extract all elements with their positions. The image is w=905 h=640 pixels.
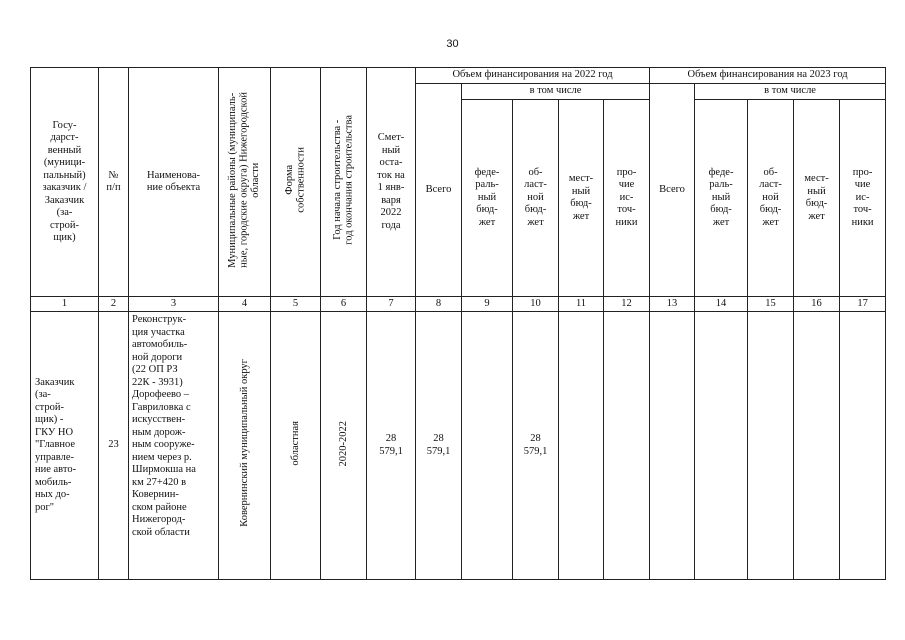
header-federal-2023: феде- раль- ный бюд- жет xyxy=(695,100,748,297)
column-number: 14 xyxy=(695,297,748,312)
financing-table xyxy=(30,67,886,580)
row-years: 2020-2022 xyxy=(337,420,349,466)
header-ownership: Форма собственности xyxy=(284,146,307,213)
column-number: 1 xyxy=(31,297,99,312)
row-ownership-cell xyxy=(271,312,321,580)
header-total-2023: Всего xyxy=(650,84,695,297)
row-customer: Заказчик (за- строй- щик) - ГКУ НО "Главное управле- ние авто- мобиль- ных до- рог" xyxy=(31,312,99,580)
header-other-2023: про- чие ис- точ- ники xyxy=(840,100,886,297)
column-number: 10 xyxy=(513,297,559,312)
column-number: 17 xyxy=(840,297,886,312)
header-local-2023: мест- ный бюд- жет xyxy=(794,100,840,297)
column-number: 16 xyxy=(794,297,840,312)
header-funding-2022: Объем финансирования на 2022 год xyxy=(416,68,650,84)
header-municipality: Муниципальные районы (муниципаль- ные, городские округа) Нижегородской области xyxy=(227,91,262,268)
header-years-cell xyxy=(321,68,367,297)
column-number: 6 xyxy=(321,297,367,312)
column-number: 13 xyxy=(650,297,695,312)
header-total-2022: Всего xyxy=(416,84,462,297)
row-local-2022 xyxy=(559,312,604,580)
row-federal-2023 xyxy=(695,312,748,580)
row-years-cell xyxy=(321,312,367,580)
column-number: 9 xyxy=(462,297,513,312)
column-number: 5 xyxy=(271,297,321,312)
row-local-2023 xyxy=(794,312,840,580)
row-regional-2023 xyxy=(748,312,794,580)
row-number: 23 xyxy=(99,312,129,580)
column-number: 11 xyxy=(559,297,604,312)
column-number: 2 xyxy=(99,297,129,312)
row-regional-2022: 28 579,1 xyxy=(513,312,559,580)
header-estimate: Смет- ный оста- ток на 1 янв- варя 2022 года xyxy=(367,68,416,297)
header-other-2022: про- чие ис- точ- ники xyxy=(604,100,650,297)
header-including-2023: в том числе xyxy=(695,84,886,100)
row-ownership: областная xyxy=(289,420,301,466)
column-number: 12 xyxy=(604,297,650,312)
table-row xyxy=(31,312,886,580)
header-funding-2023: Объем финансирования на 2023 год xyxy=(650,68,886,84)
column-numbers-row xyxy=(31,297,886,312)
header-municipality-cell xyxy=(219,68,271,297)
header-regional-2023: об- ласт- ной бюд- жет xyxy=(748,100,794,297)
row-municipality: Ковернинский муниципальный округ xyxy=(238,359,250,528)
column-number: 4 xyxy=(219,297,271,312)
header-years: Год начала строительства - год окончания строительства xyxy=(332,114,355,245)
header-including-2022: в том числе xyxy=(462,84,650,100)
row-other-2023 xyxy=(840,312,886,580)
header-federal-2022: феде- раль- ный бюд- жет xyxy=(462,100,513,297)
page-number: 30 xyxy=(446,38,459,50)
column-number: 8 xyxy=(416,297,462,312)
row-other-2022 xyxy=(604,312,650,580)
row-federal-2022 xyxy=(462,312,513,580)
header-ownership-cell xyxy=(271,68,321,297)
row-total-2023 xyxy=(650,312,695,580)
header-number: № п/п xyxy=(99,68,129,297)
row-object-name: Реконструк- ция участка автомобиль- ной дороги (22 ОП РЗ 22К - 3931) Дорофеево – Гавриловка с искусствен- ным дорож- ным сооруже- нием через р. Ширмокша на км 27+420 в Ковернин- ском районе Нижегород- ской области xyxy=(129,312,219,580)
header-customer: Госу- дарст- венный (муници- пальный) заказчик / Заказчик (за- строй- щик) xyxy=(31,68,99,297)
row-municipality-cell xyxy=(219,312,271,580)
column-number: 3 xyxy=(129,297,219,312)
header-local-2022: мест- ный бюд- жет xyxy=(559,100,604,297)
header-object-name: Наименова- ние объекта xyxy=(129,68,219,297)
row-estimate: 28 579,1 xyxy=(367,312,416,580)
column-number: 15 xyxy=(748,297,794,312)
header-regional-2022: об- ласт- ной бюд- жет xyxy=(513,100,559,297)
row-total-2022: 28 579,1 xyxy=(416,312,462,580)
column-number: 7 xyxy=(367,297,416,312)
